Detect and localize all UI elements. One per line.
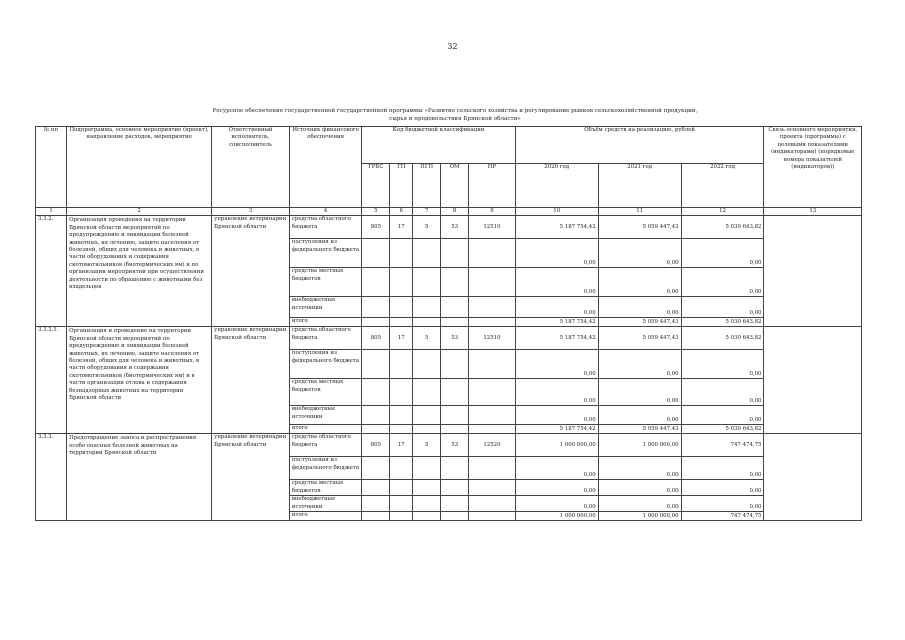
code-pgp: 5 (413, 216, 441, 239)
header-grbs: ГРБС (362, 164, 390, 208)
row-responsible: управление ветеринарии Брянской области (212, 216, 290, 327)
code-gp: 17 (390, 327, 413, 350)
row-description: Предотвращение заноса и распространения особо опасных болезней животных на территории Брянской области (67, 434, 212, 521)
value-2021: 0,00 (598, 379, 681, 406)
column-index: 6 (390, 208, 413, 216)
value-2022: 0,00 (681, 297, 764, 318)
value-2020: 0,00 (515, 239, 598, 268)
value-2022: 0,00 (681, 480, 764, 496)
source-extra: внебюджетные источники (289, 406, 362, 425)
total-2021: 5 059 447,43 (598, 318, 681, 327)
total-2022: 5 030 643,82 (681, 318, 764, 327)
value-2022: 0,00 (681, 379, 764, 406)
source-federal: поступления из федерального бюджета (289, 239, 362, 268)
value-2022: 0,00 (681, 350, 764, 379)
value-2022: 0,00 (681, 406, 764, 425)
value-2022: 747 474,75 (681, 434, 764, 457)
column-index: 9 (469, 208, 516, 216)
source-extra: внебюджетные источники (289, 297, 362, 318)
source-regional: средства областного бюджета (289, 216, 362, 239)
column-index: 3 (212, 208, 290, 216)
value-2022: 5 030 643,82 (681, 327, 764, 350)
header-no: № пп (36, 127, 67, 208)
value-2021: 5 059 447,43 (598, 327, 681, 350)
source-federal: поступления из федерального бюджета (289, 457, 362, 480)
total-2022: 747 474,75 (681, 512, 764, 521)
value-2021: 0,00 (598, 496, 681, 512)
header-np: НР (469, 164, 516, 208)
code-np: 12510 (469, 327, 516, 350)
column-index: 7 (413, 208, 441, 216)
value-2020: 0,00 (515, 480, 598, 496)
source-extra: внебюджетные источники (289, 496, 362, 512)
row-description: Организация проведения на территории Брянской области мероприятий по предупреждению и ликвидации болезней животных, их лечению, защите населения от болезней, общих для человека и животных, в части оборудования и содержания скотомогильников (биотермических ям) и по организации мероприятий при осуществлении деятельности по обращению с животными без владельцев (67, 216, 212, 327)
total-2021: 1 000 000,00 (598, 512, 681, 521)
value-2020: 0,00 (515, 406, 598, 425)
header-link: Связь основного мероприятия, проекта (программы) с целевыми показателями (индикаторами) (порядковые номера показателей (индикаторов)) (764, 127, 862, 208)
column-index: 4 (289, 208, 362, 216)
value-2020: 5 187 754,42 (515, 327, 598, 350)
code-pgp: 5 (413, 434, 441, 457)
code-om: 53 (441, 216, 469, 239)
value-2021: 0,00 (598, 268, 681, 297)
column-index: 11 (598, 208, 681, 216)
value-2022: 0,00 (681, 268, 764, 297)
value-2020: 0,00 (515, 297, 598, 318)
code-np: 12510 (469, 216, 516, 239)
table-row (36, 434, 862, 457)
value-2022: 0,00 (681, 457, 764, 480)
header-responsible: Ответственный исполнитель, соисполнитель (212, 127, 290, 208)
header-2020: 2020 год (515, 164, 598, 208)
total-2020: 1 000 000,00 (515, 512, 598, 521)
code-np: 12520 (469, 434, 516, 457)
indicator-link (764, 216, 862, 327)
header-gp: ГП (390, 164, 413, 208)
header-row-1 (36, 127, 862, 164)
value-2021: 0,00 (598, 480, 681, 496)
value-2022: 5 030 643,82 (681, 216, 764, 239)
value-2020: 0,00 (515, 350, 598, 379)
header-source: Источник финансового обеспечения (289, 127, 362, 208)
row-number: 3.3.2.1. (36, 327, 67, 434)
total-2020: 5 187 754,42 (515, 425, 598, 434)
column-index: 10 (515, 208, 598, 216)
value-2021: 0,00 (598, 239, 681, 268)
column-index: 1 (36, 208, 67, 216)
header-2022: 2022 год (681, 164, 764, 208)
value-2021: 0,00 (598, 457, 681, 480)
column-index: 13 (764, 208, 862, 216)
title-line-1: Ресурсное обеспечение государственной государственной программы «Развитие сельского хозяйства и регулирование рынков сельскохозяйственной продукции, (212, 108, 698, 114)
source-local: средства местных бюджетов (289, 379, 362, 406)
source-total: итого (289, 425, 362, 434)
resource-table (35, 126, 862, 521)
value-2022: 0,00 (681, 496, 764, 512)
column-index: 2 (67, 208, 212, 216)
header-volume: Объём средств на реализацию, рублей (515, 127, 764, 164)
code-gp: 17 (390, 216, 413, 239)
value-2020: 5 187 754,42 (515, 216, 598, 239)
row-number: 3.3.2. (36, 216, 67, 327)
column-index: 8 (441, 208, 469, 216)
source-regional: средства областного бюджета (289, 327, 362, 350)
table-row (36, 327, 862, 350)
code-grbs: 805 (362, 327, 390, 350)
indicator-link (764, 434, 862, 521)
value-2021: 1 000 000,00 (598, 434, 681, 457)
source-total: итого (289, 318, 362, 327)
value-2021: 0,00 (598, 297, 681, 318)
indicator-link (764, 327, 862, 434)
value-2021: 0,00 (598, 406, 681, 425)
header-om: ОМ (441, 164, 469, 208)
row-responsible: управление ветеринарии Брянской области (212, 434, 290, 521)
value-2022: 0,00 (681, 239, 764, 268)
title-line-2: сырья и продовольствия Брянской области» (389, 116, 521, 122)
header-2021: 2021 год (598, 164, 681, 208)
document-title (150, 107, 760, 123)
source-local: средства местных бюджетов (289, 268, 362, 297)
source-total: итого (289, 512, 362, 521)
total-2021: 5 059 447,43 (598, 425, 681, 434)
value-2020: 0,00 (515, 457, 598, 480)
value-2020: 1 000 000,00 (515, 434, 598, 457)
row-description: Организация и проведение на территории Брянской области мероприятий по предупреждению и ликвидации болезней животных, их лечению, защите населения от болезней, общих для человека и животных, в части оборудования и содержания скотомогильников (биотермических ям) и в части организации отлова и содержания безнадзорных животных на территории Брянской области (67, 327, 212, 434)
total-2022: 5 030 643,82 (681, 425, 764, 434)
source-federal: поступления из федерального бюджета (289, 350, 362, 379)
column-index-row (36, 208, 862, 216)
page-number: 32 (447, 42, 458, 51)
code-grbs: 805 (362, 434, 390, 457)
row-responsible: управление ветеринарии Брянской области (212, 327, 290, 434)
row-number: 3.3.3. (36, 434, 67, 521)
source-local: средства местных бюджетов (289, 480, 362, 496)
code-grbs: 805 (362, 216, 390, 239)
code-om: 53 (441, 434, 469, 457)
code-gp: 17 (390, 434, 413, 457)
header-pgp: ПГП (413, 164, 441, 208)
source-regional: средства областного бюджета (289, 434, 362, 457)
total-2020: 5 187 754,42 (515, 318, 598, 327)
column-index: 12 (681, 208, 764, 216)
header-subprogram: Подпрограмма, основное мероприятие (проект), направление расходов, мероприятие (67, 127, 212, 208)
code-pgp: 5 (413, 327, 441, 350)
table-row (36, 216, 862, 239)
value-2021: 5 059 447,43 (598, 216, 681, 239)
column-index: 5 (362, 208, 390, 216)
value-2021: 0,00 (598, 350, 681, 379)
header-budget-code: Код бюджетной классификации (362, 127, 515, 164)
value-2020: 0,00 (515, 379, 598, 406)
value-2020: 0,00 (515, 496, 598, 512)
code-om: 53 (441, 327, 469, 350)
value-2020: 0,00 (515, 268, 598, 297)
